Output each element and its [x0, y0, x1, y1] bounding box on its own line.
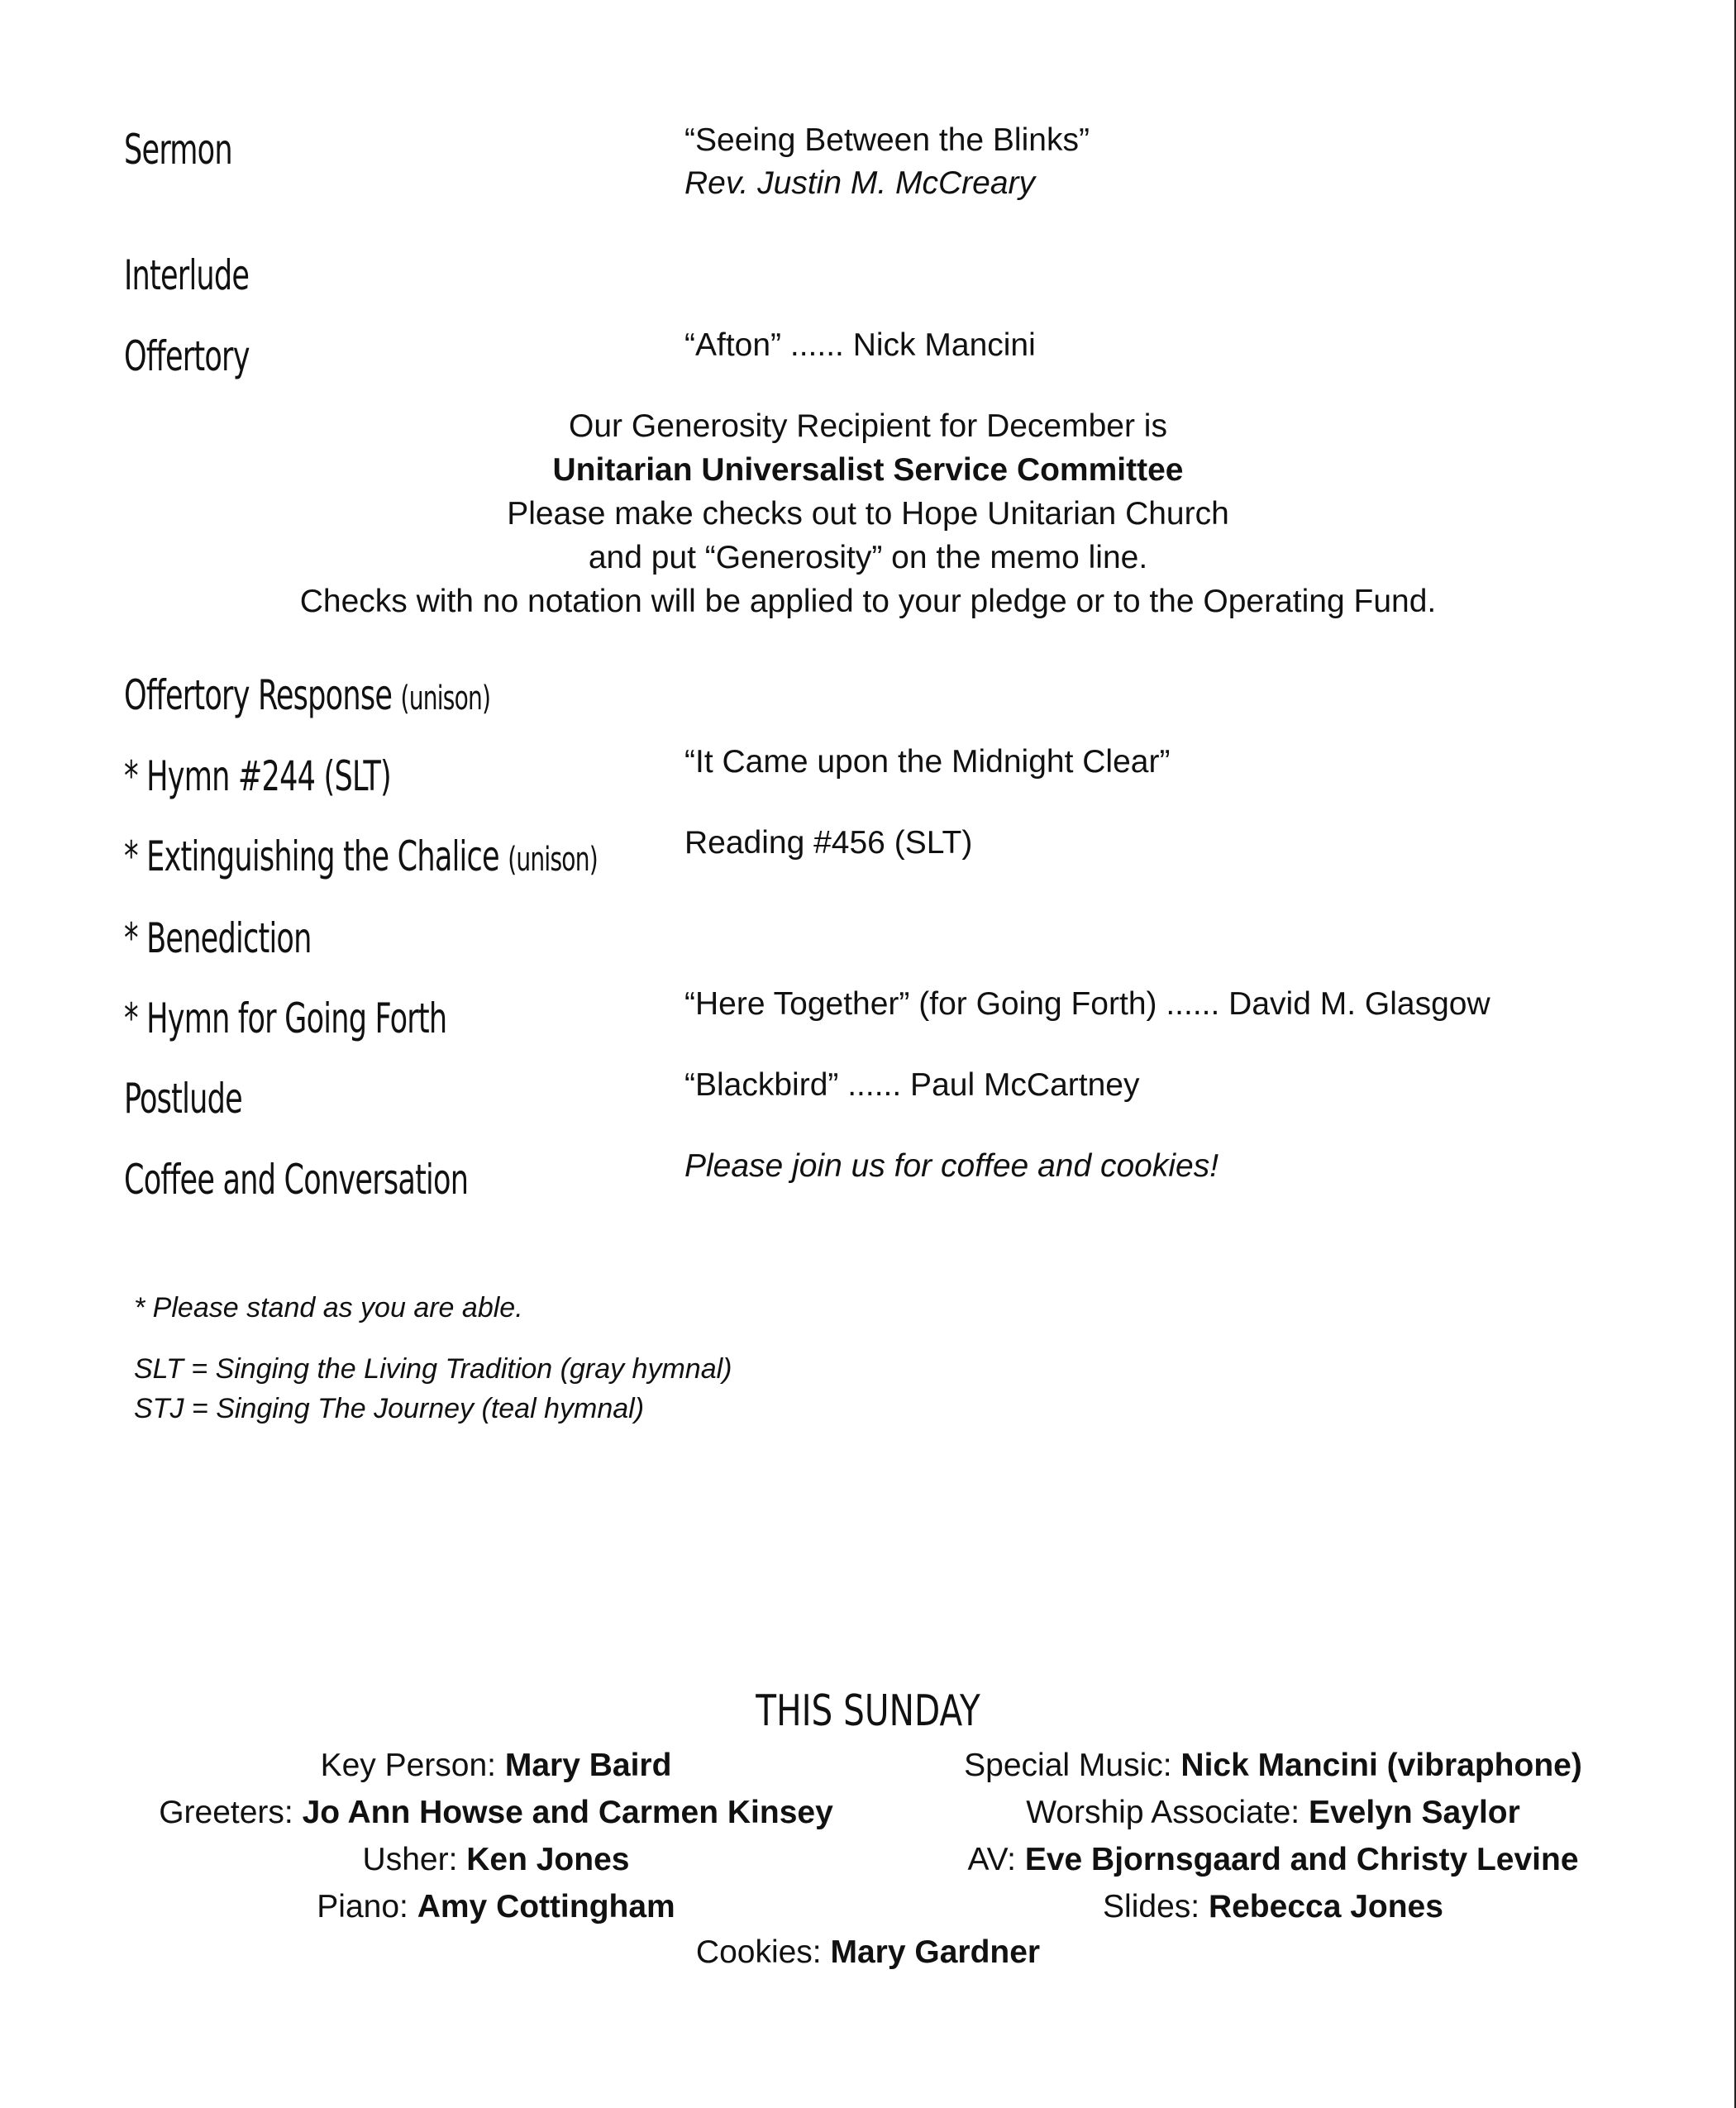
item-label: Coffee and Conversation [124, 1156, 469, 1204]
generosity-line: and put “Generosity” on the memo line. [588, 540, 1148, 575]
item-label: * Benediction [124, 914, 312, 962]
item-label: Sermon [124, 126, 232, 174]
generosity-recipient: Unitarian Universalist Service Committee [552, 452, 1184, 488]
coffee-invitation: Please join us for coffee and cookies! [684, 1148, 1219, 1184]
item-label: * Hymn #244 (SLT) [124, 752, 391, 800]
item-label: * Extinguishing the Chalice (unison) [124, 832, 598, 880]
postlude-piece: “Blackbird” ...... Paul McCartney [684, 1067, 1140, 1103]
chalice-reading: Reading #456 (SLT) [684, 825, 973, 861]
this-sunday-heading: THIS SUNDAY [756, 1686, 980, 1736]
item-label: * Hymn for Going Forth [124, 994, 447, 1042]
volunteer-entry: Usher: Ken Jones [362, 1842, 630, 1877]
generosity-line: Please make checks out to Hope Unitarian Church [507, 496, 1229, 532]
volunteer-entry: Key Person: Mary Baird [320, 1748, 672, 1783]
stand-note: * Please stand as you are able. [134, 1292, 523, 1323]
label-note: (unison) [508, 841, 598, 879]
volunteer-entry: Greeters: Jo Ann Howse and Carmen Kinsey [159, 1795, 833, 1830]
sermon-speaker: Rev. Justin M. McCreary [684, 165, 1036, 201]
hymn-title: “It Came upon the Midnight Clear” [684, 744, 1171, 780]
slt-note: SLT = Singing the Living Tradition (gray hymnal) [134, 1353, 732, 1385]
generosity-line: Our Generosity Recipient for December is [569, 408, 1167, 444]
label-note: (unison) [400, 680, 491, 718]
volunteer-entry: Slides: Rebecca Jones [1103, 1889, 1443, 1924]
volunteer-entry: Special Music: Nick Mancini (vibraphone) [964, 1748, 1582, 1783]
volunteer-entry: Worship Associate: Evelyn Saylor [1026, 1795, 1520, 1830]
stj-note: STJ = Singing The Journey (teal hymnal) [134, 1393, 645, 1424]
volunteer-entry: Piano: Amy Cottingham [317, 1889, 675, 1924]
volunteer-entry-cookies: Cookies: Mary Gardner [695, 1934, 1041, 1970]
going-forth-piece: “Here Together” (for Going Forth) ...... David M. Glasgow [684, 986, 1490, 1022]
generosity-line: Checks with no notation will be applied to your pledge or to the Operating Fund. [299, 584, 1437, 619]
item-label: Postlude [124, 1075, 242, 1123]
volunteer-entry: AV: Eve Bjornsgaard and Christy Levine [967, 1842, 1579, 1877]
offertory-piece: “Afton” ...... Nick Mancini [684, 327, 1036, 363]
item-label: Offertory [124, 332, 250, 380]
sermon-title: “Seeing Between the Blinks” [684, 122, 1090, 158]
item-label: Offertory Response (unison) [124, 671, 491, 719]
item-label: Interlude [124, 251, 250, 299]
